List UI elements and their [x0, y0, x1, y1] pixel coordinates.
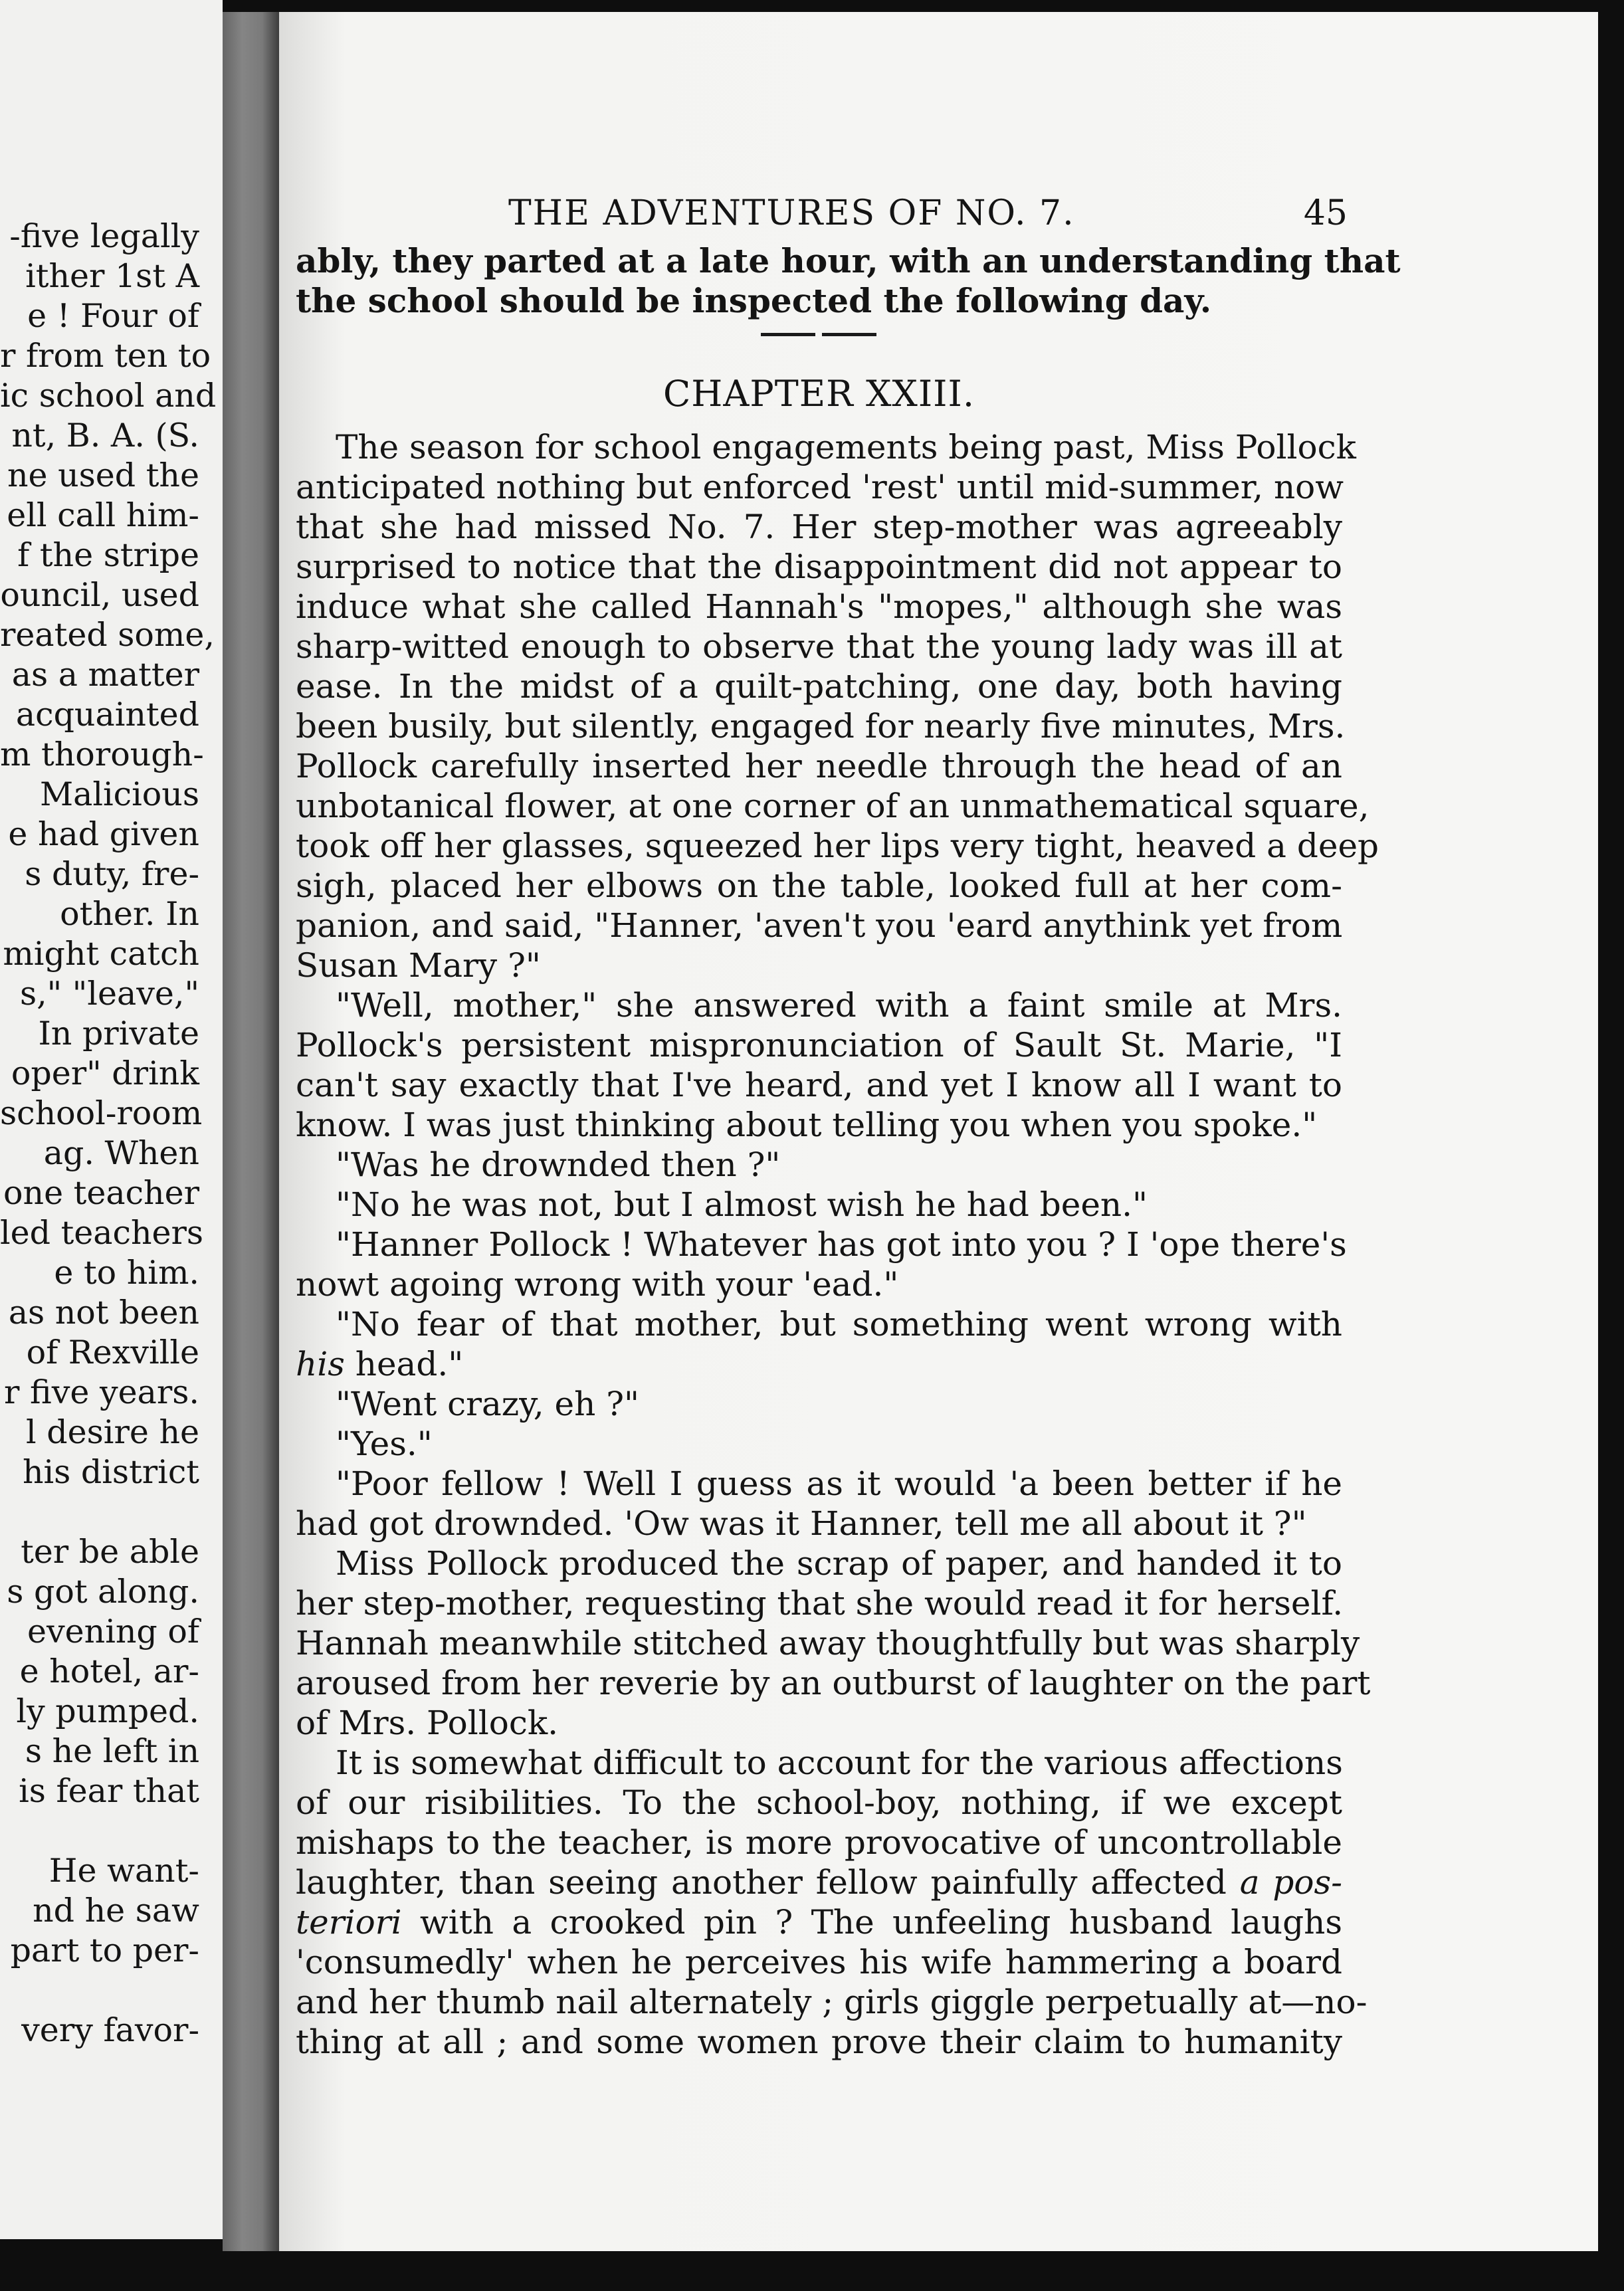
text-line: "Well, mother," she answered with a faint smile at Mrs.	[336, 986, 1342, 1025]
left-page-line	[0, 1971, 199, 2011]
chapter-divider	[296, 321, 1342, 361]
running-head-title: THE ADVENTURES OF NO. 7.	[508, 193, 1075, 233]
text-line: that she had missed No. 7. Her step-mother was agreeably	[296, 508, 1342, 546]
text-span: head."	[344, 1345, 464, 1383]
left-page-line: s he left in	[25, 1732, 199, 1770]
text-line: panion, and said, "Hanner, 'aven't you 'eard anythink yet from	[296, 906, 1343, 945]
italic-phrase: a pos-	[1239, 1863, 1342, 1902]
left-page-line: e ! Four of	[27, 297, 199, 335]
left-page-line: led teachers	[0, 1214, 204, 1252]
left-page-line: ell call him-	[7, 496, 199, 534]
text-line: can't say exactly that I've heard, and yet I know all I want to	[296, 1066, 1342, 1104]
paragraph	[296, 1225, 1347, 1304]
page-text-block	[296, 181, 1401, 2062]
text-span: laughter, than seeing another fellow painfully affected	[296, 1863, 1240, 1902]
left-page-line: s got along.	[7, 1573, 199, 1611]
left-page-line: nt, B. A. (S.	[11, 417, 199, 454]
left-page-line: his district	[22, 1453, 199, 1491]
left-page-line: l desire he	[26, 1413, 199, 1451]
text-line: Pollock carefully inserted her needle through the head of an	[296, 747, 1342, 785]
text-line: The season for school engagements being past, Miss Pollock	[336, 428, 1356, 466]
left-page-line: f the stripe	[17, 536, 199, 574]
left-page-line: e hotel, ar-	[19, 1652, 199, 1690]
text-line: thing at all ; and some women prove their claim to humanity	[296, 2023, 1342, 2061]
paragraph	[296, 427, 1379, 985]
left-page-line: ne used the	[7, 456, 199, 494]
left-page-line: ly pumped.	[16, 1692, 199, 1730]
left-page-line: reated some,	[0, 616, 215, 654]
text-line: her step-mother, requesting that she would read it for herself.	[296, 1584, 1344, 1623]
text-line: mishaps to the teacher, is more provocative of uncontrollable	[296, 1823, 1342, 1862]
left-page-line: might catch	[3, 935, 199, 973]
italic-word: his	[296, 1345, 345, 1383]
right-page	[279, 12, 1598, 2251]
italic-phrase: teriori	[296, 1903, 402, 1942]
text-line: ease. In the midst of a quilt-patching, one day, both having	[296, 667, 1342, 706]
left-page-line: s duty, fre-	[25, 855, 199, 893]
text-line: of our risibilities. To the school-boy, nothing, if we except	[296, 1783, 1342, 1822]
text-line: ably, they parted at a late hour, with an understanding that	[296, 241, 1401, 280]
left-page-line: is fear that	[19, 1772, 199, 1810]
left-page-line: oper" drink	[11, 1054, 199, 1092]
left-page-line: one teacher	[3, 1174, 199, 1212]
left-page-text	[0, 217, 217, 2050]
text-line: Miss Pollock produced the scrap of paper, and handed it to	[336, 1544, 1342, 1583]
dialogue-line: "Went crazy, eh ?"	[336, 1385, 640, 1423]
text-line	[296, 1344, 1342, 1384]
text-line: sharp-witted enough to observe that the young lady was ill at	[296, 627, 1342, 666]
left-page-line: as not been	[8, 1294, 199, 1332]
divider-rule	[761, 333, 815, 336]
left-page-line: ag. When	[43, 1134, 199, 1172]
text-line: Hannah meanwhile stitched away thoughtfully but was sharply	[296, 1624, 1360, 1662]
text-line: took off her glasses, squeezed her lips very tight, heaved a deep	[296, 827, 1379, 865]
chapter-heading: CHAPTER XXIII.	[662, 373, 975, 415]
text-line: had got drownded. 'Ow was it Hanner, tell me all about it ?"	[296, 1504, 1307, 1543]
left-page-line: ither 1st A	[25, 257, 199, 295]
left-page-line: s," "leave,"	[19, 975, 199, 1013]
text-line: unbotanical flower, at one corner of an unmathematical square,	[296, 787, 1370, 825]
text-line: and her thumb nail alternately ; girls giggle perpetually at—no-	[296, 1983, 1368, 2021]
text-line	[296, 1862, 1342, 1902]
text-line: sigh, placed her elbows on the table, looked full at her com-	[296, 866, 1342, 905]
text-line: nowt agoing wrong with your 'ead."	[296, 1265, 899, 1304]
text-line: 'consumedly' when he perceives his wife hammering a board	[296, 1943, 1342, 1981]
left-page-line: -five legally	[9, 217, 199, 255]
text-line: anticipated nothing but enforced 'rest' until mid-summer, now	[296, 468, 1344, 506]
text-line: "Poor fellow ! Well I guess as it would 'a been better if he	[336, 1464, 1342, 1503]
text-line: Pollock's persistent mispronunciation of Sault St. Marie, "I	[296, 1026, 1342, 1064]
left-page-line: Malicious	[39, 775, 199, 813]
left-page-line: evening of	[27, 1613, 199, 1650]
text-line: Susan Mary ?"	[296, 946, 541, 985]
left-page-line: ter be able	[21, 1533, 199, 1571]
text-line	[296, 1902, 1342, 1942]
text-line: "Hanner Pollock ! Whatever has got into you ? I 'ope there's	[336, 1225, 1347, 1264]
divider-rule	[822, 333, 876, 336]
left-page-line: school-room	[0, 1094, 203, 1132]
dialogue-line: "Yes."	[336, 1425, 433, 1463]
text-line: It is somewhat difficult to account for the various affections	[336, 1743, 1343, 1782]
left-page-line: r five years.	[4, 1373, 199, 1411]
text-line: been busily, but silently, engaged for nearly five minutes, Mrs.	[296, 707, 1346, 746]
left-page-line: e to him.	[54, 1254, 199, 1292]
running-head	[296, 181, 1348, 241]
text-line: "No fear of that mother, but something went wrong with	[336, 1305, 1342, 1344]
text-line: the school should be inspected the following day.	[296, 281, 1212, 320]
text-line: know. I was just thinking about telling you when you spoke."	[296, 1106, 1318, 1144]
dialogue-line: "No he was not, but I almost wish he had been."	[336, 1185, 1148, 1224]
text-line: surprised to notice that the disappointment did not appear to	[296, 548, 1342, 586]
text-span: with a crooked pin ? The unfeeling husband laughs	[401, 1903, 1342, 1942]
left-page-fragment	[0, 0, 223, 2239]
left-page-line: In private	[38, 1015, 199, 1052]
paragraph	[296, 1464, 1342, 1544]
opening-paragraph	[296, 241, 1401, 321]
left-page-line: acquainted	[15, 696, 199, 734]
left-page-line: as a matter	[11, 656, 199, 694]
left-page-line: He want-	[49, 1852, 199, 1890]
left-page-line	[0, 1492, 199, 1532]
left-page-line: m thorough-	[0, 736, 204, 773]
text-line: aroused from her reverie by an outburst of laughter on the part	[296, 1664, 1371, 1702]
left-page-line: of Rexville	[26, 1334, 199, 1371]
book-gutter	[223, 12, 279, 2251]
left-page-line: other. In	[60, 895, 199, 933]
left-page-line: very favor-	[21, 2011, 199, 2049]
left-page-line: nd he saw	[33, 1892, 199, 1930]
paragraph	[296, 1544, 1371, 1743]
text-line: of Mrs. Pollock.	[296, 1704, 559, 1742]
left-page-line: e had given	[8, 815, 199, 853]
paragraph	[296, 1304, 1342, 1384]
text-line: induce what she called Hannah's "mopes," although she was	[296, 587, 1342, 626]
left-page-line: part to per-	[10, 1932, 199, 1969]
paragraph	[296, 985, 1342, 1145]
dialogue-line: "Was he drownded then ?"	[336, 1146, 781, 1184]
left-page-line: ic school and	[0, 377, 217, 415]
left-page-line: r from ten to	[0, 337, 211, 375]
page-number: 45	[1303, 193, 1348, 233]
paragraph	[296, 1743, 1368, 2062]
left-page-line	[0, 1811, 199, 1851]
left-page-line: ouncil, used	[0, 576, 199, 614]
